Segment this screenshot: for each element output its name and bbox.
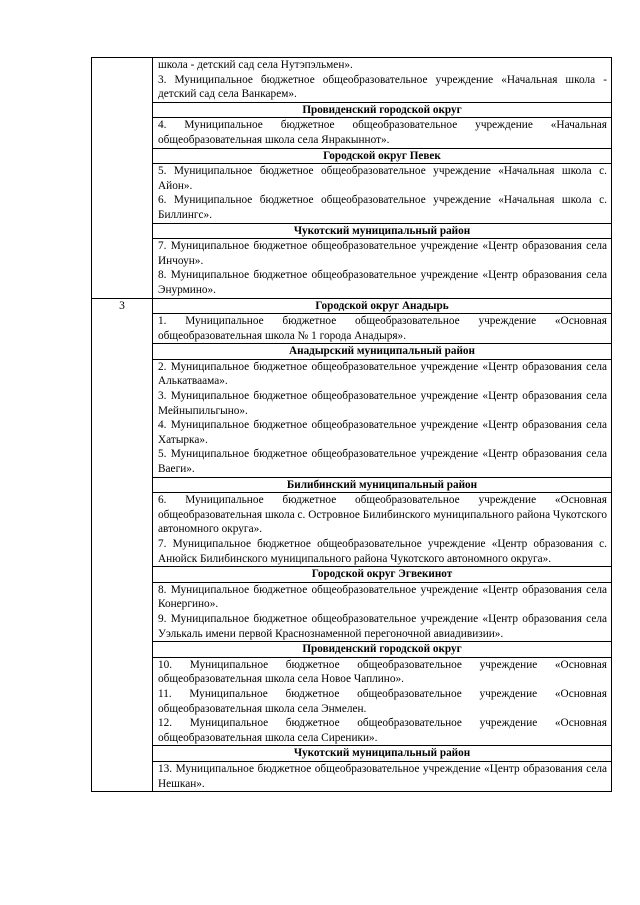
list-item: 8. Муниципальное бюджетное общеобразовательное учреждение «Центр образования села Энурмино». — [158, 269, 607, 296]
list-item: 11. Муниципальное бюджетное общеобразовательное учреждение «Основная общеобразовательная школа села Энмелен. — [158, 687, 607, 715]
district-heading: Провиденский городской округ — [153, 103, 611, 119]
list-item: 4. Муниципальное бюджетное общеобразовательное учреждение «Центр образования села Хатырка». — [158, 419, 607, 446]
list-item: 1. Муниципальное бюджетное общеобразовательное учреждение «Основная общеобразовательная школа № 1 города Анадыря». — [158, 315, 607, 342]
list-item: 8. Муниципальное бюджетное общеобразовательное учреждение «Центр образования села Конергино». — [158, 583, 607, 611]
list-item: 7. Муниципальное бюджетное общеобразовательное учреждение «Центр образования села Инчоун». — [158, 240, 607, 267]
district-block — [153, 642, 611, 746]
list-item: 9. Муниципальное бюджетное общеобразовательное учреждение «Центр образования села Уэлькаль имени первой Краснознаменной перегоночной авиадивизии». — [158, 612, 607, 640]
list-item: 6. Муниципальное бюджетное общеобразовательное учреждение «Основная общеобразовательная школа с. Островное Билибинского муниципального района Чукотского автономного округа». — [158, 494, 607, 536]
list-item: школа - детский сад села Нутэпэльмен». — [158, 59, 353, 71]
table-row — [92, 298, 612, 792]
row-number-cell: 3 — [92, 298, 153, 792]
district-block — [153, 746, 611, 791]
table-row — [92, 58, 612, 299]
district-block — [153, 344, 611, 477]
schools-table — [91, 57, 612, 792]
district-heading: Чукотский муниципальный район — [153, 224, 611, 240]
list-item: 10. Муниципальное бюджетное общеобразовательное учреждение «Основная общеобразовательная школа села Новое Чаплино». — [158, 658, 607, 686]
row-number-cell — [92, 58, 153, 299]
district-block — [153, 478, 611, 568]
district-block — [153, 567, 611, 642]
district-block — [153, 299, 611, 345]
district-heading: Билибинский муниципальный район — [153, 478, 611, 494]
district-heading: Городской округ Анадырь — [153, 299, 611, 315]
list-item: 3. Муниципальное бюджетное общеобразовательное учреждение «Начальная школа - детский сад села Ванкарем». — [158, 73, 607, 101]
district-block — [153, 58, 611, 103]
list-item: 5. Муниципальное бюджетное общеобразовательное учреждение «Начальная школа с. Айон». — [158, 165, 607, 192]
district-block — [153, 103, 611, 149]
district-block — [153, 224, 611, 298]
district-heading: Анадырский муниципальный район — [153, 344, 611, 360]
district-block — [153, 149, 611, 224]
district-heading: Городской округ Эгвекинот — [153, 567, 611, 583]
row-content-cell — [153, 58, 612, 299]
list-item: 2. Муниципальное бюджетное общеобразовательное учреждение «Центр образования села Алькатваама». — [158, 360, 607, 388]
district-heading: Городской округ Певек — [153, 149, 611, 165]
list-item: 12. Муниципальное бюджетное общеобразовательное учреждение «Основная общеобразовательная школа села Сиреники». — [158, 717, 607, 744]
list-item: 5. Муниципальное бюджетное общеобразовательное учреждение «Центр образования села Ваеги». — [158, 448, 607, 476]
list-item: 3. Муниципальное бюджетное общеобразовательное учреждение «Центр образования села Мейныпильгыно». — [158, 390, 607, 417]
row-content-cell — [153, 298, 612, 792]
list-item: 6. Муниципальное бюджетное общеобразовательное учреждение «Начальная школа с. Биллингс». — [158, 194, 607, 221]
list-item: 4. Муниципальное бюджетное общеобразовательное учреждение «Начальная общеобразовательная школа села Янракыннот». — [158, 119, 607, 146]
list-item: 7. Муниципальное бюджетное общеобразовательное учреждение «Центр образования с. Анюйск Билибинского муниципального района Чукотского автономного округа». — [158, 538, 607, 565]
district-heading: Чукотский муниципальный район — [153, 746, 611, 762]
district-heading: Провиденский городской округ — [153, 642, 611, 658]
list-item: 13. Муниципальное бюджетное общеобразовательное учреждение «Центр образования села Нешкан». — [158, 762, 607, 790]
